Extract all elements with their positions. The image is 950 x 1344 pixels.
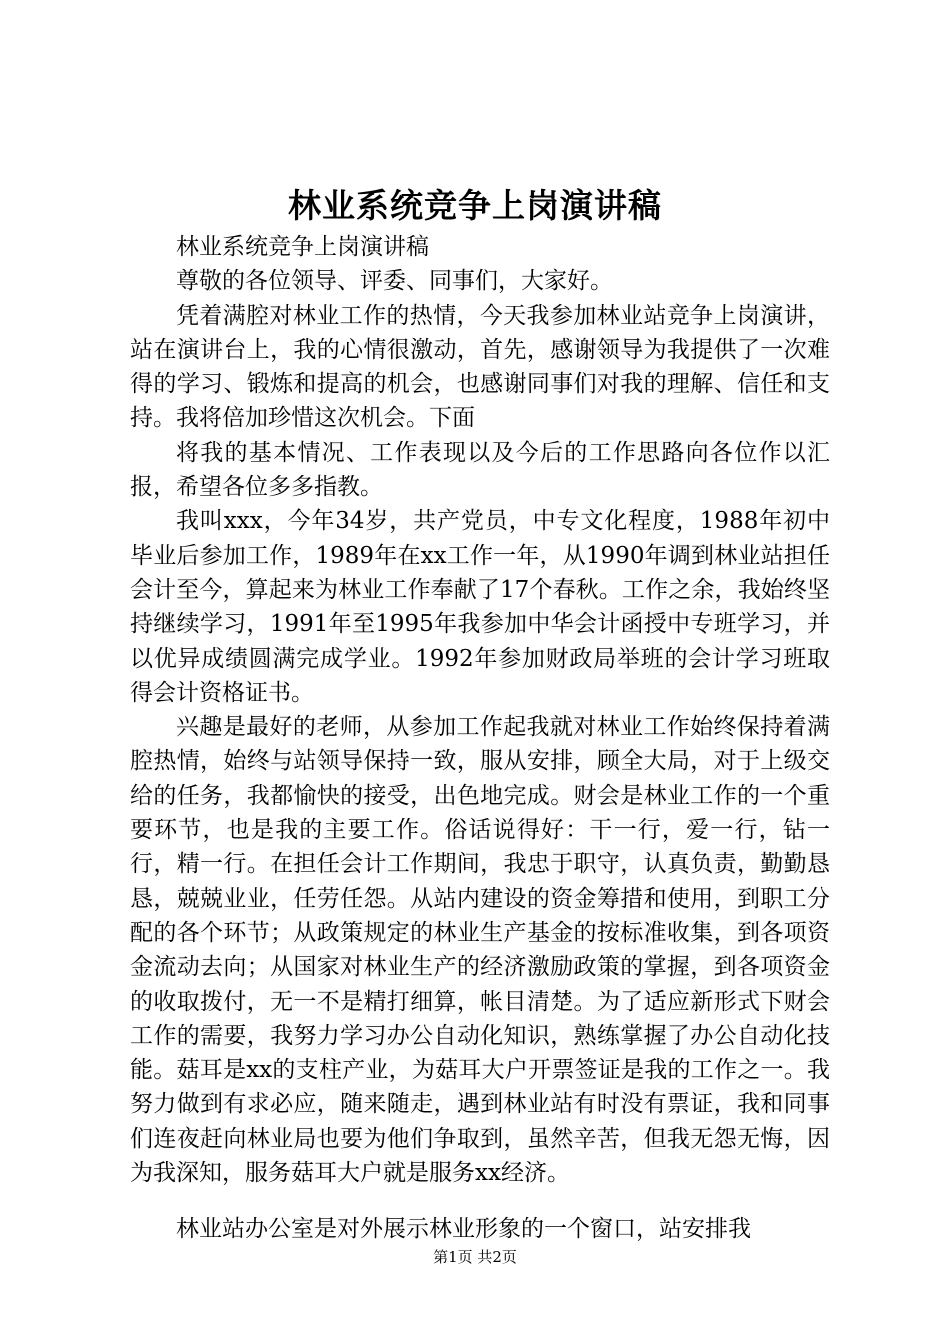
body-paragraph: 林业系统竞争上岗演讲稿 bbox=[176, 234, 429, 260]
body-paragraph: 兴趣是最好的老师，从参加工作起我就对林业工作始终保持着满腔热情，始终与站领导保持一致，服从安排，顾全大局，对于上级交给的任务，我都愉快的接受，出色地完成。财会是林业工作的一个重要环节，也是我的主要工作。俗话说得好：干一行，爱一行，钻一行，精一行。在担任会计工作期间，我忠于职守，认真负责，勤勤恳恳，兢兢业业，任劳任怨。从站内建设的资金筹措和使用，到职工分配的各个环节；从政策规定的林业生产基金的按标准收集，到各项资金流动去向；从国家对林业生产的经济激励政策的掌握，到各项资金的收取拨付，无一不是精打细算，帐目清楚。为了适应新形式下财会工作的需要，我努力学习办公自动化知识，熟练掌握了办公自动化技能。菇耳是xx的支柱产业，为菇耳大户开票签证是我的工作之一。我努力做到有求必应，随来随走，遇到林业站有时没有票证，我和同事们连夜赶向林业局也要为他们争取到，虽然辛苦，但我无怨无悔，因为我深知，服务菇耳大户就是服务xx经济。 bbox=[130, 714, 830, 1187]
document-body bbox=[130, 230, 830, 1247]
body-paragraph: 林业站办公室是对外展示林业形象的一个窗口，站安排我 bbox=[176, 1216, 751, 1243]
body-paragraph: 尊敬的各位领导、评委、同事们，大家好。 bbox=[176, 268, 613, 295]
body-paragraph: 凭着满腔对林业工作的热情，今天我参加林业站竞争上岗演讲，站在演讲台上，我的心情很激动，首先，感谢领导为我提供了一次难得的学习、锻炼和提高的机会，也感谢同事们对我的理解、信任和支持。我将倍加珍惜这次机会。下面 bbox=[130, 302, 830, 432]
body-paragraph: 将我的基本情况、工作表现以及今后的工作思路向各位作以汇报，希望各位多多指教。 bbox=[130, 439, 830, 501]
page-footer: 第1页 共2页 bbox=[433, 1248, 517, 1266]
document-title: 林业系统竞争上岗演讲稿 bbox=[288, 186, 662, 225]
body-paragraph: 我叫xxx，今年34岁，共产党员，中专文化程度，1988年初中毕业后参加工作，1989年在xx工作一年，从1990年调到林业站担任会计至今，算起来为林业工作奉献了17个春秋。工作之余，我始终坚持继续学习，1991年至1995年我参加中华会计函授中专班学习，并以优异成绩圆满完成学业。1992年参加财政局举班的会计学习班取得会计资格证书。 bbox=[130, 508, 830, 706]
